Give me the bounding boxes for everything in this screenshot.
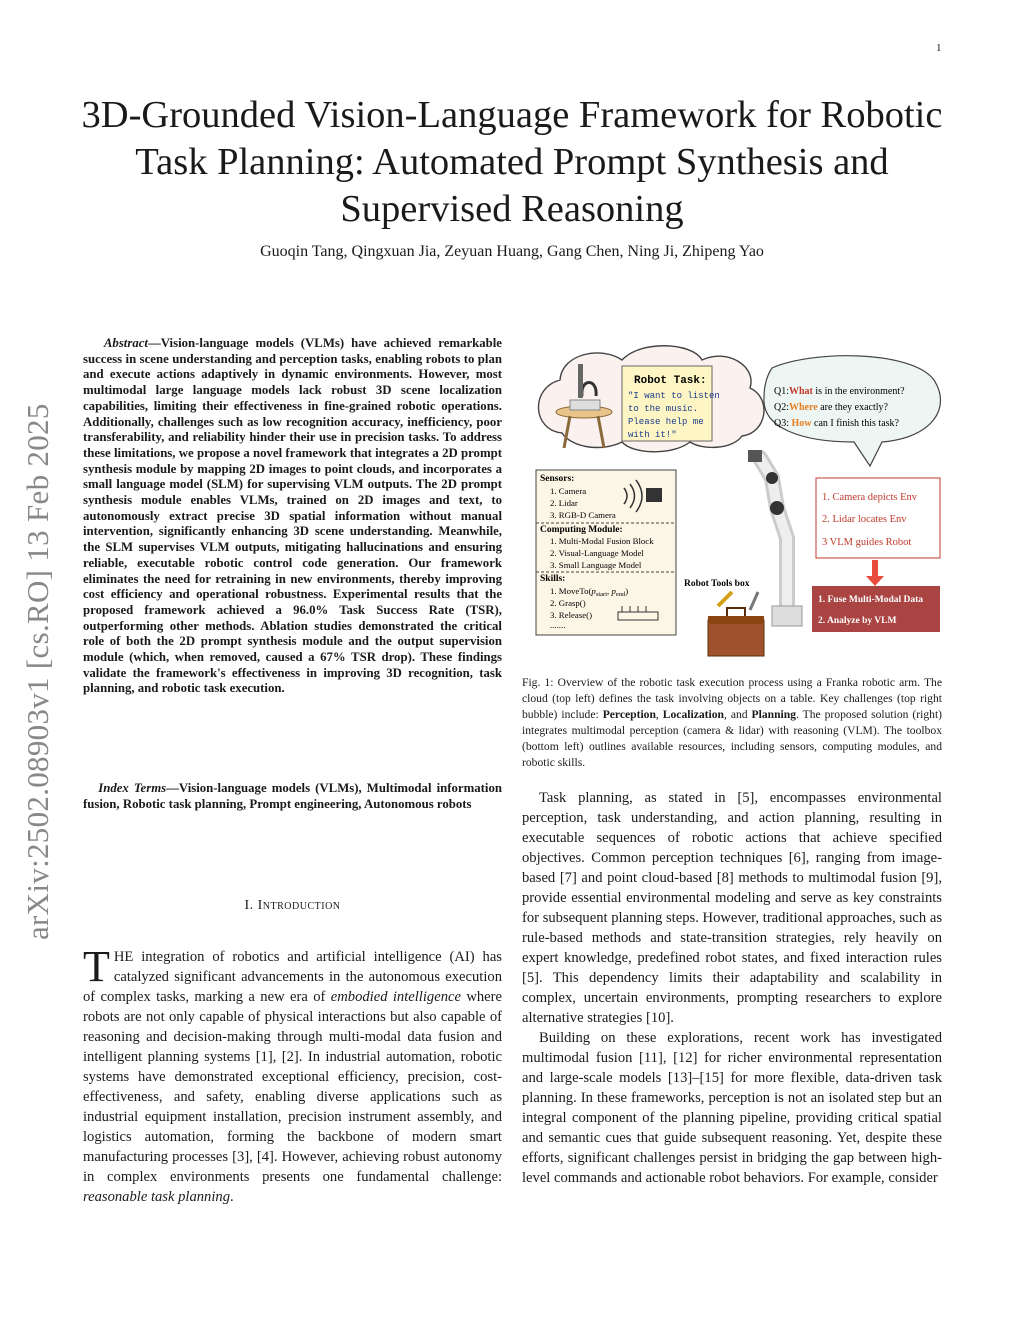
sensors-title: Sensors:: [540, 474, 575, 484]
authors: Guoqin Tang, Qingxuan Jia, Zeyuan Huang, Gang Chen, Ning Ji, Zhipeng Yao: [260, 243, 764, 260]
computing-3: 3. Small Language Model: [550, 560, 642, 570]
computing-title: Computing Module:: [540, 525, 623, 535]
question-2: Q2:Where are they exactly?: [774, 402, 888, 413]
figure-caption: [522, 675, 942, 771]
output-1: 1. Fuse Multi-Modal Data: [818, 595, 924, 605]
skills-title: Skills:: [540, 574, 566, 584]
caption-b3: Planning: [751, 708, 796, 721]
camera-icon: [646, 488, 662, 502]
question-1: Q1:What is in the environment?: [774, 386, 905, 397]
task-line3: Please help me: [628, 417, 704, 427]
solution-2: 2. Lidar locates Env: [822, 514, 907, 525]
skill-4: .......: [550, 620, 566, 630]
paper-title: 3D-Grounded Vision-Language Framework for Robotic Task Planning: Automated Prompt Synthesis and Supervised Reasoning: [81, 94, 943, 230]
caption-p1: Overview of the robotic task execution process using a Franka robotic arm. The cloud (top left) defines the task involving objects on a table. Key challenges (top right bubble) include:: [522, 676, 942, 721]
section-heading-text: I. Introduction: [244, 898, 341, 913]
computing-2: 2. Visual-Language Model: [550, 548, 644, 558]
right-paragraph-1: Task planning, as stated in [5], encompasses environmental perception, task understanding, and action planning, resulting in executable sequences of robotic actions that achieve specified objectives. Common perception techniques [6], ranging from image-based [7] and point cloud-based [8] methods to multimodal fusion [9], provide essential environmental modeling and serve as key constraints for subsequent planning steps. However, traditional approaches, such as rule-based methods and state-transition strategies, rely heavily on expert knowledge, predefined robot states, and fixed interaction rules [5]. This dependency limits their adaptability and scalability in complex, uncertain environments, prompting researchers to explore alternative strategies [10].: [522, 790, 942, 1026]
sensor-1: 1. Camera: [550, 486, 587, 496]
right-column-text: [522, 788, 942, 1188]
arxiv-watermark: arXiv:2502.08903v1 [cs.RO] 13 Feb 2025: [20, 403, 55, 940]
question-3: Q3: How can I finish this task?: [774, 418, 899, 429]
intro-em2: reasonable task planning: [83, 1189, 231, 1205]
solution-1: 1. Camera depicts Env: [822, 492, 918, 503]
computing-1: 1. Multi-Modal Fusion Block: [550, 536, 654, 546]
intro-end: .: [230, 1189, 234, 1205]
caption-p2: . The proposed solution (right) integrates multimodal perception (camera & lidar) with reasoning (VLM). The toolbox (bottom left) outlines available resources, including sensors, computing modules, and robotic skills.: [522, 708, 943, 769]
book-icon: [570, 400, 600, 410]
task-line4: with it!": [628, 430, 677, 440]
skill-2: 2. Grasp(): [550, 598, 586, 608]
task-line2: to the music.: [628, 404, 699, 414]
index-terms-text: —Vision-language models (VLMs), Multimodal information fusion, Robotic task planning, Prompt engineering, Autonomous robots: [83, 781, 502, 811]
index-terms-label: Index Terms: [98, 781, 167, 795]
section-heading: [83, 898, 502, 914]
dropcap: T: [83, 942, 110, 991]
intro-mid: where robots are not only capable of physical interactions but also capable of reasoning and decision-making through multi-modal data fusion and intelligent planning systems [1], [2]. In industrial automation, robotic systems have demonstrated exceptional efficiency, precision, cost-effectiveness, and safety, enabling diverse applications such as industrial equipment installation, precision instrument assembly, and logistics automation, forming the backbone of modern smart manufacturing processes [3], [4]. However, achieving robust autonomy in complex environments presents one fundamental challenge:: [83, 989, 502, 1185]
intro-paragraph: [83, 942, 502, 1207]
caption-sep2: , and: [723, 708, 752, 721]
down-arrow-icon: [866, 560, 884, 586]
solution-3: 3 VLM guides Robot: [822, 537, 912, 548]
page-number: 1: [936, 42, 942, 54]
abstract-text: —Vision-language models (VLMs) have achieved remarkable success in scene understanding and perception tasks, enabling robots to plan and execute actions adaptively in dynamic environments. However, most multimodal large language models lack robust 3D scene localization capabilities, limiting their effectiveness in fine-grained robotic operations. Additionally, challenges such as low recognition accuracy, inefficiency, poor transferability, and reliability hinder their use in precision tasks. To address these limitations, we propose a novel framework that integrates a 2D prompt synthesis module by mapping 2D images to point clouds, and incorporates a small language model (SLM) for supervising VLM outputs. The 2D prompt synthesis module enables VLMs, trained on 2D images and text, to autonomously extract precise 3D spatial information without manual intervention, significantly enhancing 3D scene understanding. Meanwhile, the SLM supervises VLM outputs, mitigating hallucinations and ensuring reliable, executable robotic control code generation. Our framework eliminates the need for retraining in new environments, thereby improving cost efficiency and operational robustness. Experimental results that the proposed framework achieved a 96.0% Task Success Rate (TSR), outperforming other methods. Ablation studies demonstrated the critical role of both the 2D prompt synthesis module and the output supervision module (which, when removed, caused a 67% TSR drop). These findings validate the framework's effectiveness in improving 3D recognition, task planning, and robotic task execution.: [83, 336, 502, 696]
figure-1-svg: [522, 338, 942, 668]
index-terms: [83, 781, 502, 812]
sensor-3: 3. RGB-D Camera: [550, 510, 616, 520]
toolbox-icon: [708, 592, 764, 656]
caption-sep1: ,: [655, 708, 663, 721]
right-paragraph-2: Building on these explorations, recent work has investigated multimodal fusion [11], [12] for richer environmental representation and large-scale models [13]–[15] for more flexible, data-driven task planning. In these frameworks, perception is not an isolated step but an integral component of the planning pipeline, providing critical spatial and semantic cues that guide subsequent reasoning. Yet, despite these efforts, significant challenges persist in bridging the gap between high-level commands and actionable robot behaviors. For example, consider: [522, 1030, 942, 1186]
abstract: [83, 336, 502, 697]
abstract-label: Abstract: [103, 336, 148, 350]
sensor-2: 2. Lidar: [550, 498, 578, 508]
intro-lead: HE integration of robotics and artificial intelligence (AI) has catalyzed significant advancements in the autonomous execution of complex tasks, marking a new era of: [83, 949, 502, 1005]
intro-em1: embodied intelligence: [330, 989, 461, 1005]
toolbox-label: Robot Tools box: [684, 579, 750, 589]
caption-b1: Perception: [602, 708, 656, 721]
task-title: Robot Task:: [634, 375, 707, 387]
output-2: 2. Analyze by VLM: [818, 616, 897, 626]
caption-label: Fig. 1:: [522, 676, 558, 689]
skill-1: 1. $MoveTo(p_{start}$, $p_{end}$): [550, 586, 629, 598]
figure-1: [522, 338, 942, 668]
task-line1: "I want to listen: [628, 391, 720, 401]
skill-3: 3. Release(): [550, 610, 593, 620]
lamp-icon: [578, 364, 583, 398]
caption-b2: Localization: [662, 708, 724, 721]
